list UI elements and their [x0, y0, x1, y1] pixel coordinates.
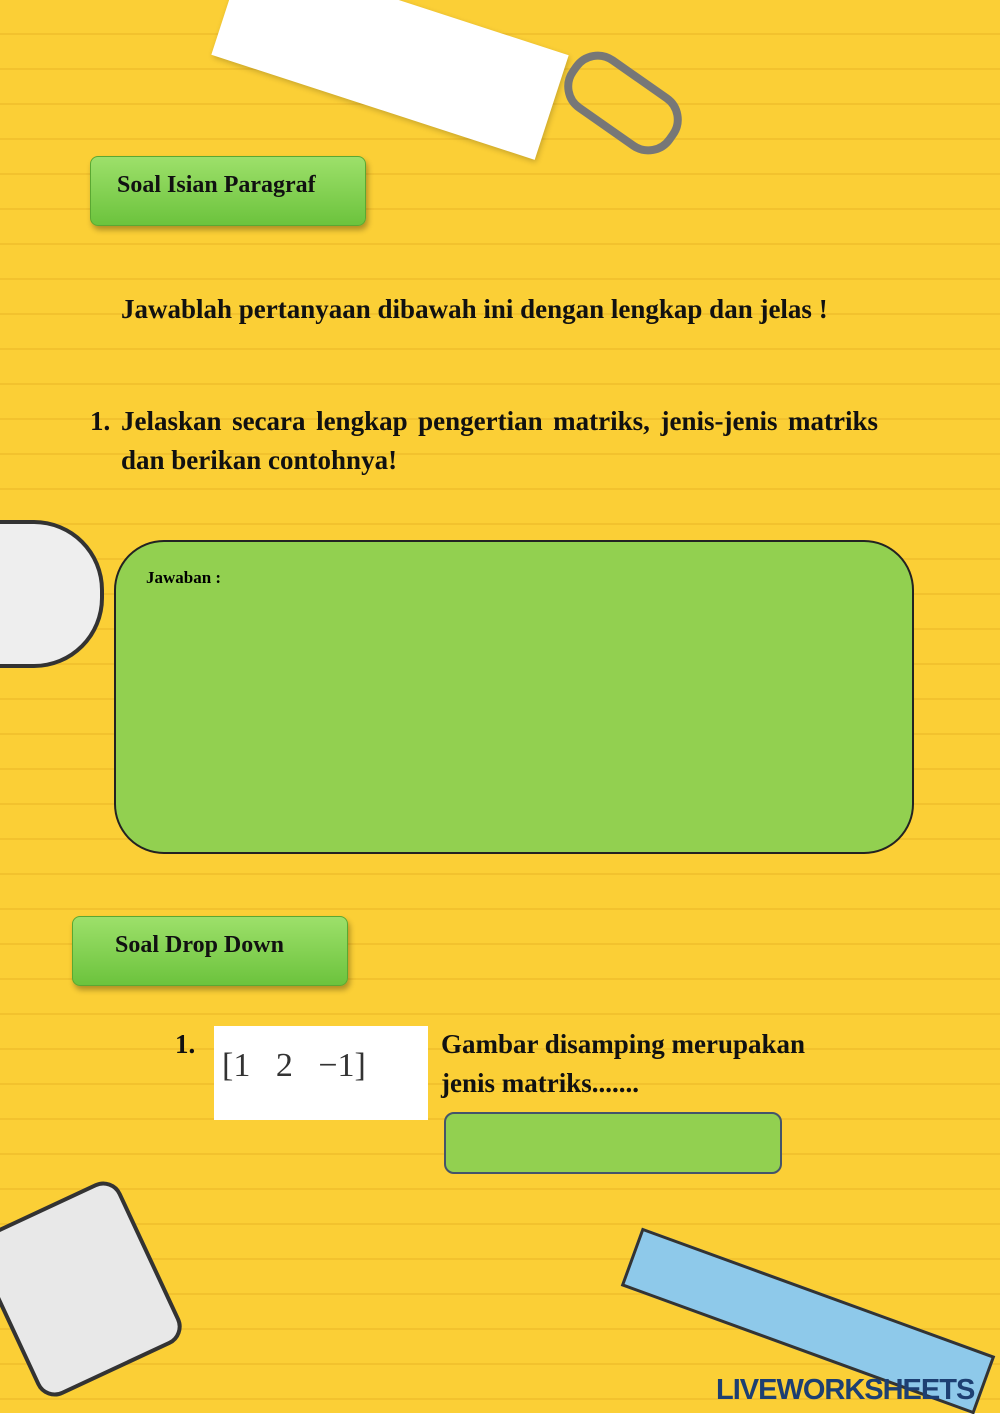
instruction-text: Jawablah pertanyaan dibawah ini dengan lengkap dan jelas !	[121, 294, 828, 324]
answer-dropdown[interactable]	[444, 1112, 782, 1174]
paperclip-icon	[552, 40, 693, 166]
liveworksheets-logo: LIVEWORKSHEETS	[716, 1374, 975, 1406]
question-number: 1.	[90, 406, 111, 436]
clip-decoration	[0, 520, 104, 668]
section-label-isian: Soal Isian Paragraf	[90, 156, 366, 226]
answer-textarea[interactable]	[114, 540, 914, 854]
device-decoration	[0, 1175, 188, 1403]
question2-number: 1.	[175, 1029, 196, 1059]
question2-text: Gambar disamping merupakan jenis matriks.......	[441, 1029, 806, 1098]
answer-label: Jawaban :	[146, 568, 222, 587]
matrix-image: [1 2 −1]	[214, 1026, 428, 1120]
section-label-dropdown: Soal Drop Down	[72, 916, 348, 986]
question-text: Jelaskan secara lengkap pengertian matriks, jenis-jenis matriks dan berikan contohnya!	[121, 406, 878, 475]
paper-decoration	[211, 0, 568, 160]
